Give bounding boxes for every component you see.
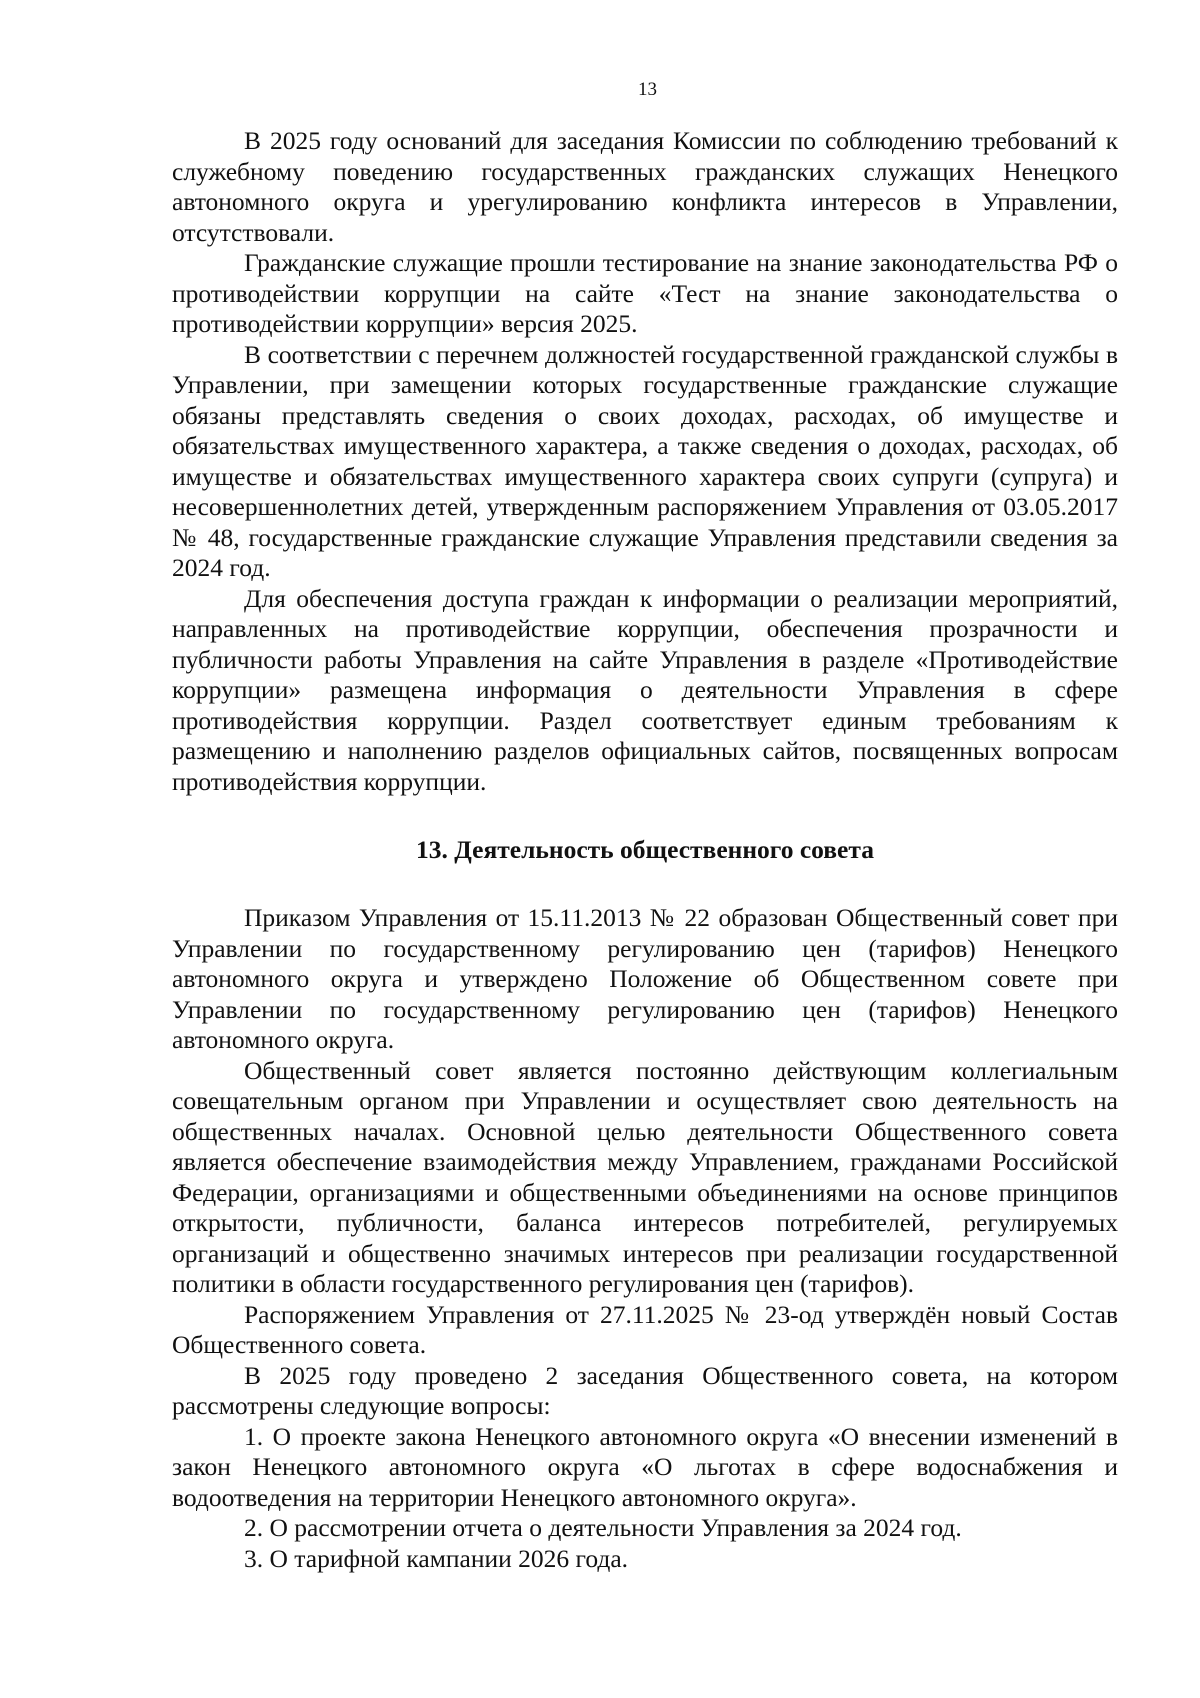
document-body — [172, 126, 1118, 1574]
paragraph-testing: Гражданские служащие прошли тестирование на знание законодательства РФ о противодействии коррупции на сайте «Тест на знание законодательства о противодействии коррупции» версия 2025. — [172, 248, 1118, 338]
list-item-2: 2. О рассмотрении отчета о деятельности Управления за 2024 год. — [244, 1513, 962, 1542]
paragraph-income-declarations: В соответствии с перечнем должностей государственной гражданской службы в Управлении, при замещении которых государственные гражданские служащие обязаны представлять сведения о своих доходах, расходах, об имуществе и обязательствах имущественного характера, а также сведения о доходах, расходах, об имуществе и обязательствах имущественного характера своих супруги (супруга) и несовершеннолетних детей, утвержденным распоряжением Управления от 03.05.2017 № 48, государственные гражданские служащие Управления представили сведения за 2024 год. — [172, 339, 1118, 582]
paragraph-meetings: В 2025 году проведено 2 заседания Общественного совета, на котором рассмотрены следующие вопросы: — [172, 1360, 1118, 1420]
list-item-3: 3. О тарифной кампании 2026 года. — [244, 1543, 629, 1573]
page-number: 13 — [638, 79, 657, 100]
paragraph-commission: В 2025 году оснований для заседания Комиссии по соблюдению требований к служебному поведению государственных гражданских служащих Ненецкого автономного округа и урегулированию конфликта интересов в Управлении, отсутствовали. — [172, 126, 1118, 247]
paragraph-council-composition: Распоряжением Управления от 27.11.2025 № 23-од утверждён новый Состав Общественного совета. — [172, 1299, 1118, 1359]
paragraph-council-formation: Приказом Управления от 15.11.2013 № 22 образован Общественный совет при Управлении по государственному регулированию цен (тарифов) Ненецкого автономного округа и утверждено Положение об Общественном совете при Управлении по государственному регулированию цен (тарифов) Ненецкого автономного округа. — [172, 903, 1118, 1054]
list-item-1: 1. О проекте закона Ненецкого автономного округа «О внесении изменений в закон Ненецкого автономного округа «О льготах в сфере водоснабжения и водоотведения на территории Ненецкого автономного округа». — [172, 1421, 1118, 1512]
paragraph-council-purpose: Общественный совет является постоянно действующим коллегиальным совещательным органом при Управлении и осуществляет свою деятельность на общественных началах. Основной целью деятельности Общественного совета является обеспечение взаимодействия между Управлением, гражданами Российской Федерации, организациями и общественными объединениями на основе принципов открытости, публичности, баланса интересов потребителей, регулируемых организаций и общественно значимых интересов при реализации государственной политики в области государственного регулирования цен (тарифов). — [172, 1055, 1118, 1298]
paragraph-website-section: Для обеспечения доступа граждан к информации о реализации мероприятий, направленных на противодействие коррупции, обеспечения прозрачности и публичности работы Управления на сайте Управления в разделе «Противодействие коррупции» размещена информация о деятельности Управления в сфере противодействия коррупции. Раздел соответствует единым требованиям к размещению и наполнению разделов официальных сайтов, посвященных вопросам противодействия коррупции. — [172, 583, 1118, 796]
section-heading: 13. Деятельность общественного совета — [416, 835, 874, 864]
